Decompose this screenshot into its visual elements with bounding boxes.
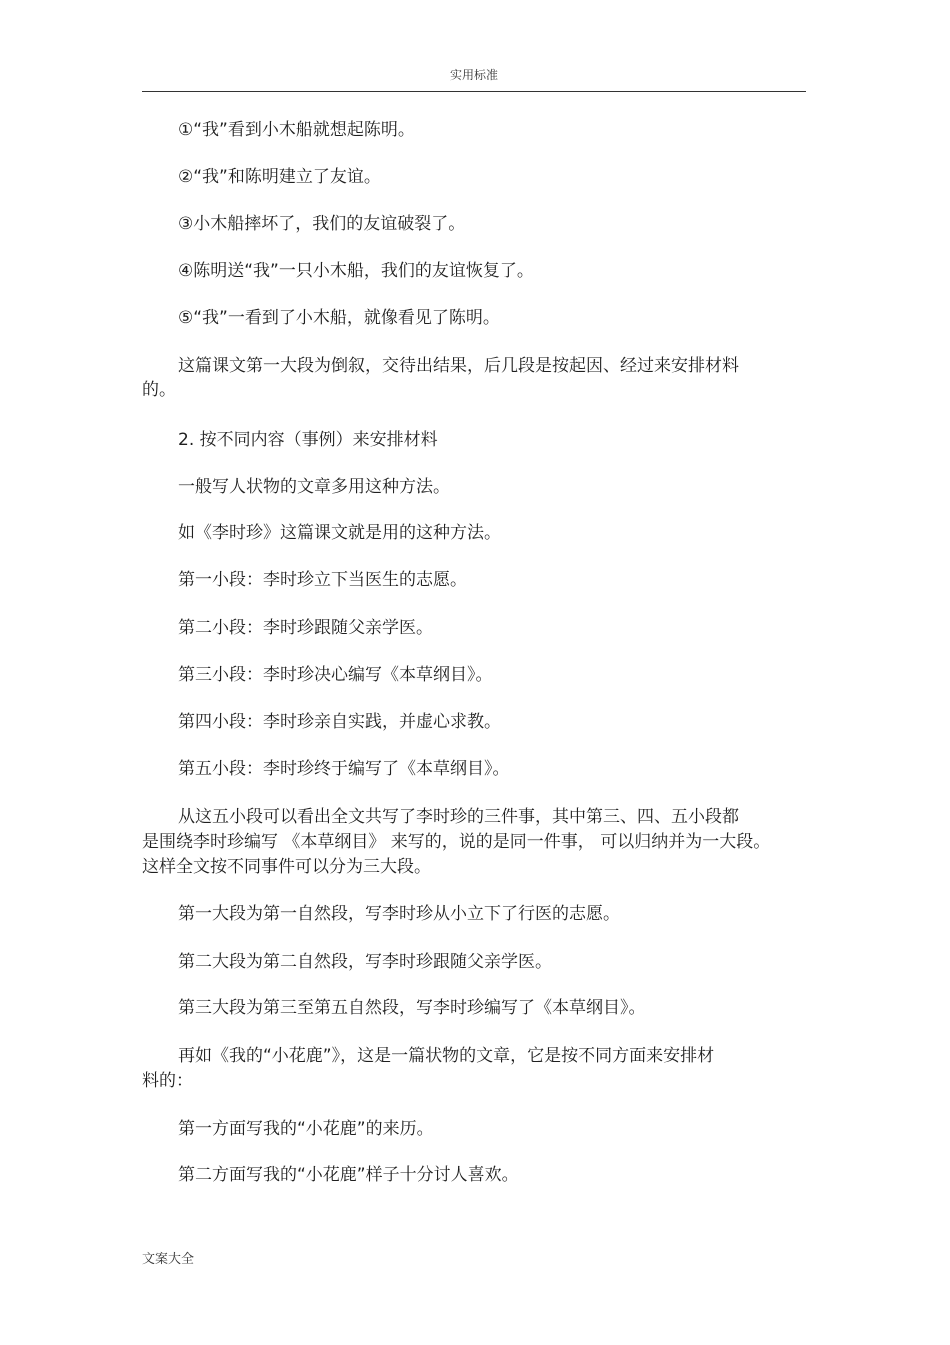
major-section-2: 第二大段为第二自然段，写李时珍跟随父亲学医。	[178, 952, 552, 972]
paragraph-example-2-line-1: 再如《我的“小花鹿”》，这是一篇状物的文章，它是按不同方面来安排材	[178, 1046, 715, 1066]
paragraph-method: 一般写人状物的文章多用这种方法。	[178, 477, 450, 497]
subsection-4: 第四小段：李时珍亲自实践，并虚心求教。	[178, 712, 501, 732]
major-section-1: 第一大段为第一自然段，写李时珍从小立下了行医的志愿。	[178, 904, 620, 924]
paragraph-summary-line-1: 这篇课文第一大段为倒叙，交待出结果，后几段是按起因、经过来安排材料	[178, 356, 739, 376]
subsection-3: 第三小段：李时珍决心编写《本草纲目》。	[178, 665, 493, 685]
paragraph-analysis-line-2: 是围绕李时珍编写 《本草纲目》 来写的，说的是同一件事， 可以归纳并为一大段。	[142, 832, 771, 852]
subsection-5: 第五小段：李时珍终于编写了《本草纲目》。	[178, 759, 510, 779]
paragraph-item-5: ⑤“我”一看到了小木船，就像看见了陈明。	[178, 308, 500, 328]
paragraph-item-1: ①“我”看到小木船就想起陈明。	[178, 120, 415, 140]
paragraph-item-4: ④陈明送“我”一只小木船，我们的友谊恢复了。	[178, 261, 534, 281]
paragraph-analysis-line-1: 从这五小段可以看出全文共写了李时珍的三件事，其中第三、四、五小段都	[178, 807, 739, 827]
aspect-1: 第一方面写我的“小花鹿”的来历。	[178, 1119, 434, 1139]
paragraph-analysis-line-3: 这样全文按不同事件可以分为三大段。	[142, 857, 431, 877]
page-footer: 文案大全	[142, 1252, 195, 1267]
paragraph-item-2: ②“我”和陈明建立了友谊。	[178, 167, 381, 187]
paragraph-example-2-line-2: 料的：	[142, 1071, 193, 1091]
subsection-2: 第二小段：李时珍跟随父亲学医。	[178, 618, 433, 638]
paragraph-example: 如《李时珍》这篇课文就是用的这种方法。	[178, 523, 501, 543]
section-heading: 2. 按不同内容（事例）来安排材料	[178, 430, 438, 450]
paragraph-summary-line-2: 的。	[142, 380, 176, 400]
paragraph-item-3: ③小木船摔坏了，我们的友谊破裂了。	[178, 214, 466, 234]
major-section-3: 第三大段为第三至第五自然段，写李时珍编写了《本草纲目》。	[178, 998, 646, 1018]
aspect-2: 第二方面写我的“小花鹿”样子十分讨人喜欢。	[178, 1165, 519, 1185]
subsection-1: 第一小段：李时珍立下当医生的志愿。	[178, 570, 467, 590]
page-header: 实用标准	[142, 66, 806, 92]
